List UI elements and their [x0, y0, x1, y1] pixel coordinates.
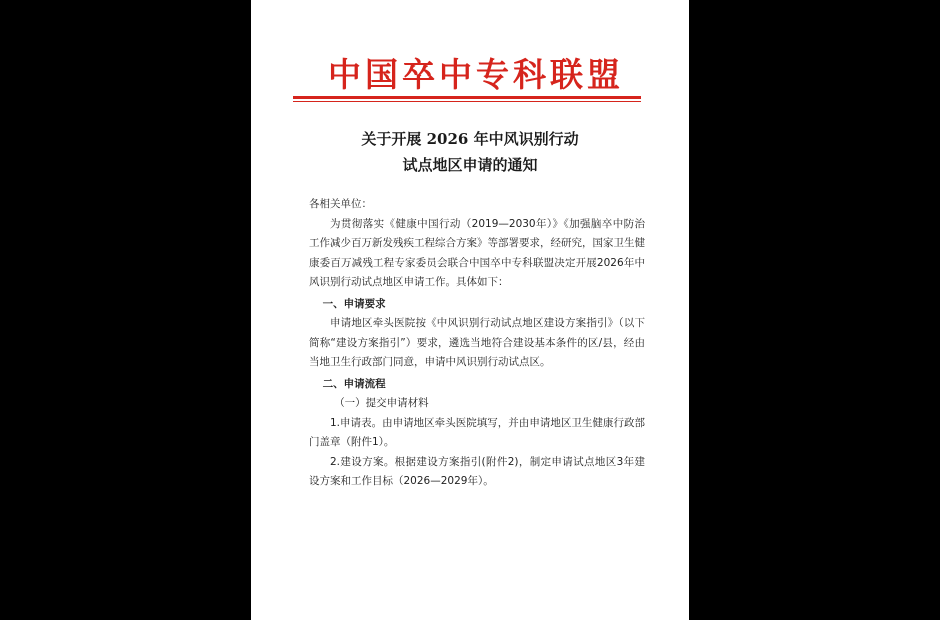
- section2-subheading: （一）提交申请材料: [334, 397, 429, 409]
- salutation: 各相关单位：: [309, 198, 372, 210]
- notice-title-line2: 试点地区申请的通知: [402, 156, 538, 174]
- notice-body: [309, 195, 645, 492]
- document-page: [251, 0, 689, 620]
- list-item-2: 2.建设方案。根据建设方案指引(附件2)，制定申请试点地区3年建设方案和工作目标（2026—2029年）。: [309, 455, 645, 487]
- section1-paragraph: 申请地区牵头医院按《中风识别行动试点地区建设方案指引》（以下简称“建设方案指引”）要求，遴选当地符合建设基本条件的区/县，经由当地卫生行政部门同意，申请中风识别行动试点区。: [309, 317, 645, 368]
- intro-paragraph: 为贯彻落实《健康中国行动（2019—2030年）》《加强脑卒中防治工作减少百万新发残疾工程综合方案》等部署要求，经研究，国家卫生健康委百万减残工程专家委员会联合中国卒中专科联盟决定开展2026年中风识别行动试点地区申请工作。具体如下：: [309, 217, 645, 288]
- notice-title-line1: 关于开展 2026 年中风识别行动: [361, 130, 579, 148]
- letterhead-org-name: 中国卒中专科联盟: [328, 55, 624, 94]
- section2-heading: 二、申请流程: [322, 377, 386, 390]
- letterhead-rule-thick: [293, 96, 641, 99]
- letterhead-rule-thin: [293, 101, 641, 102]
- section1-heading: 一、申请要求: [322, 297, 386, 310]
- list-item-1: 1.申请表。由申请地区牵头医院填写，并由申请地区卫生健康行政部门盖章（附件1）。: [309, 416, 645, 448]
